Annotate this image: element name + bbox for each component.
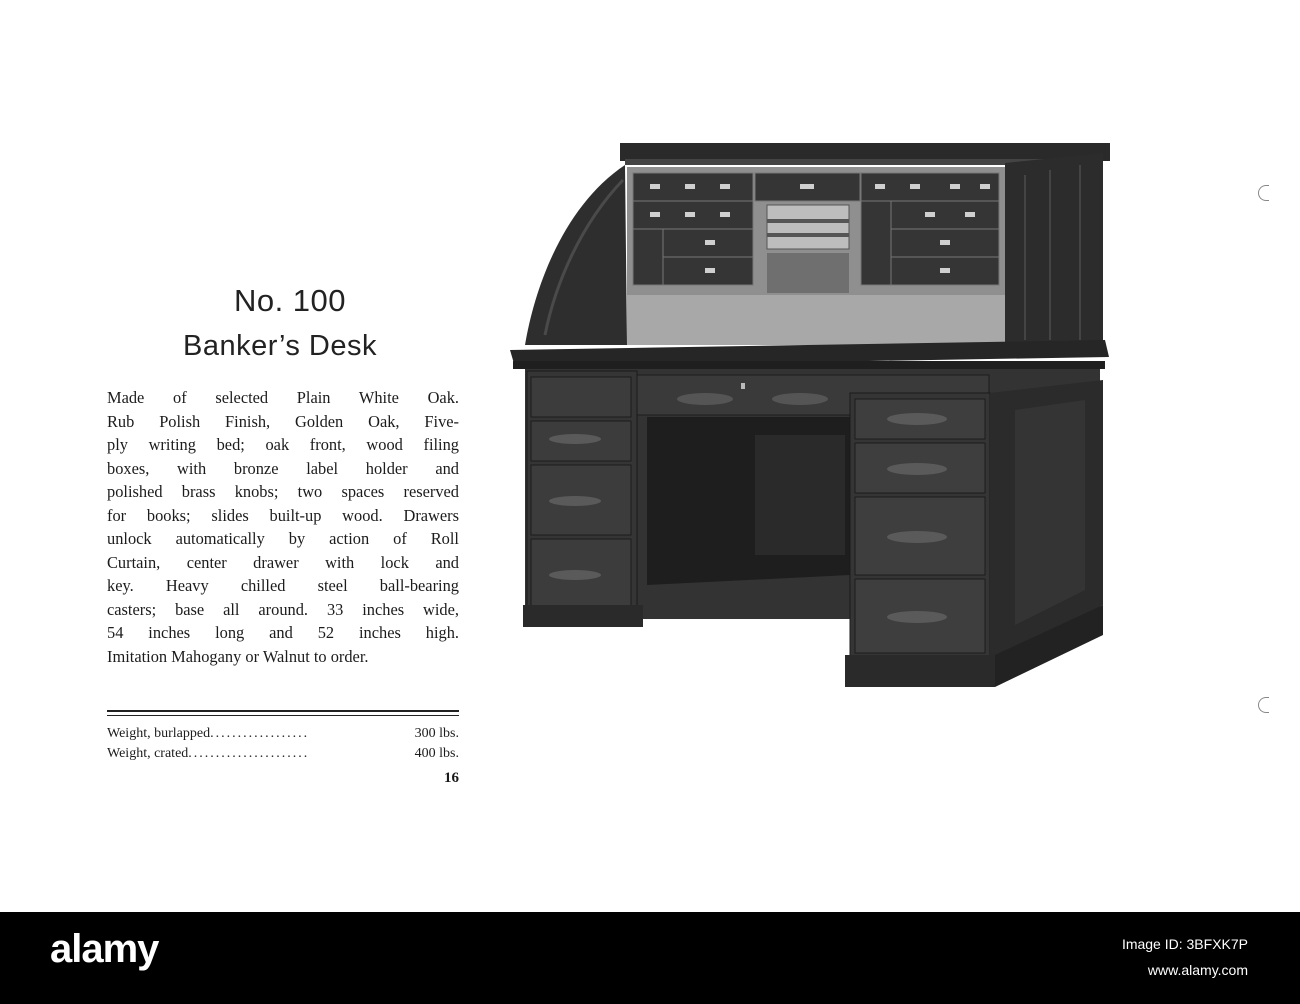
- description-line: for books; slides built-up wood. Drawers: [107, 505, 459, 525]
- weight-row: [107, 744, 459, 764]
- weight-row: [107, 724, 459, 744]
- center-cubby: [767, 205, 849, 249]
- left-base: [523, 605, 643, 627]
- weight-label: Weight, burlapped: [107, 726, 211, 741]
- product-number: No. 100: [233, 283, 347, 318]
- center-drawer-pull-left: [677, 393, 733, 405]
- binder-hole: [1258, 697, 1269, 713]
- description-line: casters; base all around. 33 inches wide,: [107, 599, 459, 619]
- description-line: Imitation Mahogany or Walnut to order.: [107, 646, 369, 666]
- knee-space-back: [755, 435, 845, 555]
- description-line: Made of selected Plain White Oak.: [107, 388, 459, 407]
- product-description: [107, 386, 459, 668]
- interior-shelf: [627, 295, 1005, 345]
- right-pedestal: [850, 393, 990, 663]
- leader-dots: ..................: [210, 726, 310, 741]
- desk-top-cap: [620, 143, 1110, 161]
- alamy-logo: alamy: [50, 927, 159, 971]
- page-number: 16: [444, 770, 459, 786]
- book-space: [767, 253, 849, 293]
- desk-right-side-panel-inset: [1015, 400, 1085, 625]
- footer-bar: [0, 912, 1300, 1004]
- weights-table: [107, 724, 459, 764]
- binder-hole: [1258, 185, 1269, 201]
- writing-surface-edge: [513, 361, 1105, 369]
- center-cubby-shelf: [767, 233, 849, 237]
- center-cubby-shelf: [767, 219, 849, 223]
- divider-rule: [107, 715, 459, 716]
- description-line: ply writing bed; oak front, wood filing: [107, 435, 459, 454]
- left-pedestal: [527, 371, 637, 621]
- divider-rule: [107, 710, 459, 712]
- description-line: boxes, with bronze label holder and: [107, 458, 459, 478]
- weight-value: 400 lbs.: [414, 746, 459, 761]
- description-line: polished brass knobs; two spaces reserved: [107, 482, 459, 501]
- center-drawer-lock: [741, 383, 745, 389]
- right-base: [845, 655, 995, 687]
- image-id: Image ID: 3BFXK7P: [1121, 936, 1248, 952]
- description-line: Rub Polish Finish, Golden Oak, Five-: [107, 411, 459, 431]
- pigeonhole-right: [861, 173, 999, 285]
- weight-label: Weight, crated: [107, 746, 189, 761]
- description-line: Curtain, center drawer with lock and: [107, 552, 459, 572]
- description-line: unlock automatically by action of Roll: [107, 529, 459, 548]
- product-title: Banker’s Desk: [182, 330, 377, 362]
- leader-dots: ......................: [188, 746, 310, 761]
- description-line: 54 inches long and 52 inches high.: [107, 623, 459, 642]
- description-line: key. Heavy chilled steel ball-bearing: [107, 576, 459, 595]
- pigeonhole-left: [633, 173, 753, 285]
- footer-url: www.alamy.com: [1147, 962, 1248, 978]
- center-drawer-pull-right: [772, 393, 828, 405]
- weight-value: 300 lbs.: [414, 726, 459, 741]
- desk-illustration: [505, 135, 1115, 720]
- desk-right-side-panel: [1005, 153, 1103, 350]
